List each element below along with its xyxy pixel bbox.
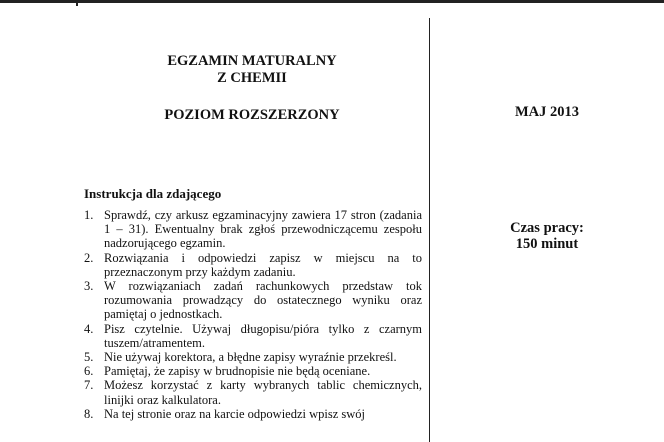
instructions-heading: Instrukcja dla zdającego [84,186,222,201]
instruction-number: 8. [84,406,94,421]
instruction-text: Nie używaj korektora, a błędne zapisy wyraźnie przekreśl. [104,350,397,365]
instruction-text: Na tej stronie oraz na karcie odpowiedzi wpisz swój [104,406,366,421]
instruction-item-8 [84,407,422,421]
exam-title-line1: EGZAMIN MATURALNY [167,53,337,69]
instruction-text: Rozwiązania i odpowiedzi zapisz w miejscu na to przeznaczonym przy każdym zadaniu. [104,250,422,279]
instruction-item-1 [84,208,422,251]
instruction-text: Pamiętaj, że zapisy w brudnopisie nie będą oceniane. [104,364,371,379]
instruction-item-2 [84,251,422,279]
instruction-item-3 [84,279,422,322]
instruction-number: 7. [84,378,94,393]
instruction-number: 4. [84,321,94,336]
time-label: Czas pracy: [510,220,584,236]
instruction-text: W rozwiązaniach zadań rachunkowych przedstaw tok rozumowania prowadzący do ostatecznego wyniku oraz pamiętaj o jednostkach. [104,279,422,322]
instruction-number: 3. [84,279,94,294]
instruction-number: 5. [84,350,94,365]
instruction-item-4 [84,322,422,350]
instruction-text: Pisz czytelnie. Używaj długopisu/pióra tylko z czarnym tuszem/atramentem. [104,321,422,350]
instruction-number: 6. [84,364,94,379]
instruction-item-5 [84,350,422,364]
top-corner-mark [76,0,78,6]
instruction-text: Możesz korzystać z karty wybranych tablic chemicznych, linijki oraz kalkulatora. [104,378,422,407]
exam-title-line2: Z CHEMII [217,70,287,86]
instruction-number: 2. [84,250,94,265]
instructions-list [84,208,422,421]
time-value: 150 minut [515,236,579,252]
instruction-number: 1. [84,208,94,222]
instruction-text: Sprawdź, czy arkusz egzaminacyjny zawiera 17 stron (zadania 1 – 31). Ewentualny brak zgłoś przewodniczącemu zespołu nadzorującego egzamin. [104,208,422,251]
instruction-item-6 [84,364,422,378]
instruction-item-7 [84,378,422,406]
exam-level: POZIOM ROZSZERZONY [164,107,340,123]
top-border-line [0,0,664,3]
exam-date: MAJ 2013 [514,104,580,120]
